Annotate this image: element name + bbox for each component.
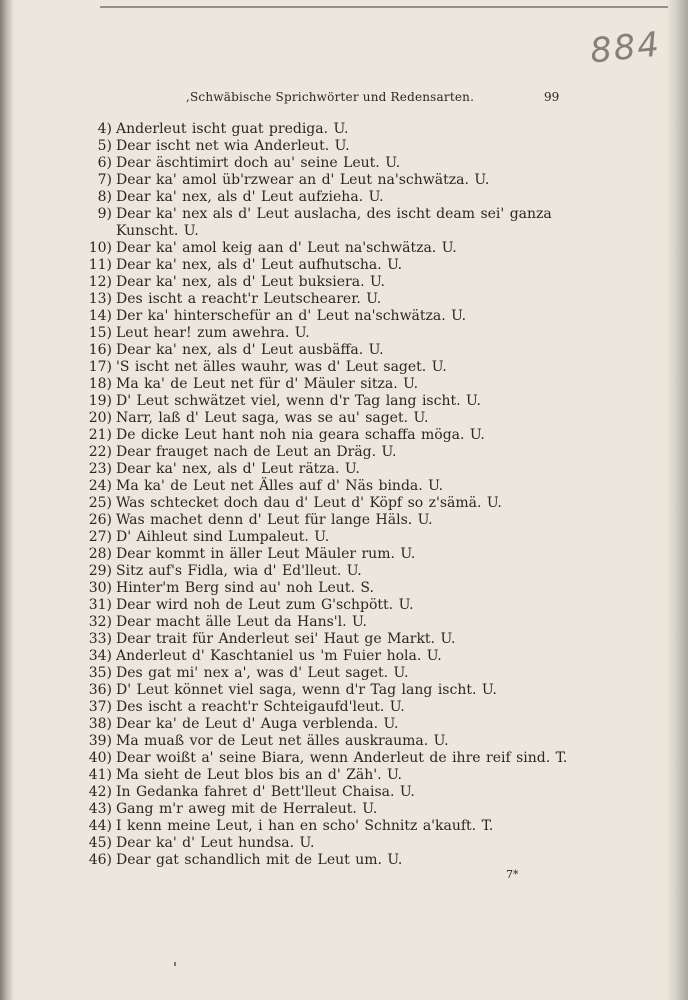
- proverb-number: 15): [88, 325, 112, 341]
- proverb-text: Des ischt a reacht'r Leutschearer. U.: [116, 291, 382, 307]
- proverb-number: 36): [88, 682, 112, 698]
- proverb-number: 18): [88, 376, 112, 392]
- proverb-text: Dear ka' nex als d' Leut auslacha, des ischt deam sei' ganza Kunscht. U.: [116, 206, 552, 239]
- proverb-number: 32): [88, 614, 112, 630]
- proverb-text: Dear ka' amol üb'rzwear an d' Leut na'schwätza. U.: [116, 172, 490, 188]
- proverb-text: Dear äschtimirt doch au' seine Leut. U.: [116, 155, 401, 171]
- proverb-text: Dear woißt a' seine Biara, wenn Anderleut de ihre reif sind. T.: [116, 750, 568, 766]
- proverb-entry: [70, 427, 590, 444]
- proverb-number: 39): [88, 733, 112, 749]
- proverb-number: 25): [88, 495, 112, 511]
- proverb-text: Ma ka' de Leut net Älles auf d' Näs binda. U.: [116, 478, 444, 494]
- proverb-number: 9): [97, 206, 112, 222]
- proverb-text: De dicke Leut hant noh nia geara schaffa möga. U.: [116, 427, 485, 443]
- proverb-entry: [70, 631, 590, 648]
- proverb-entry: [70, 682, 590, 699]
- proverb-entry: [70, 529, 590, 546]
- proverb-entry: [70, 359, 590, 376]
- proverb-entry: [70, 597, 590, 614]
- proverb-text: D' Leut könnet viel saga, wenn d'r Tag lang ischt. U.: [116, 682, 497, 698]
- proverb-entry: [70, 716, 590, 733]
- proverb-number: 34): [88, 648, 112, 664]
- proverb-number: 35): [88, 665, 112, 681]
- page-gutter-shadow: [0, 0, 14, 1000]
- proverb-number: 4): [97, 121, 112, 137]
- proverb-number: 6): [97, 155, 112, 171]
- proverb-number: 26): [88, 512, 112, 528]
- proverb-entry: [70, 852, 590, 869]
- proverb-number: 46): [88, 852, 112, 868]
- proverb-entry: [70, 546, 590, 563]
- proverb-number: 42): [88, 784, 112, 800]
- proverb-text: Dear ka' nex, als d' Leut buksiera. U.: [116, 274, 385, 290]
- proverb-entry: [70, 291, 590, 308]
- proverb-number: 7): [97, 172, 112, 188]
- proverb-number: 8): [97, 189, 112, 205]
- proverb-number: 21): [88, 427, 112, 443]
- proverb-text: Ma muaß vor de Leut net älles auskrauma. U.: [116, 733, 449, 749]
- proverb-entry: [70, 648, 590, 665]
- handwritten-page-mark: 884: [588, 24, 663, 72]
- proverb-entry: [70, 155, 590, 172]
- proverb-number: 16): [88, 342, 112, 358]
- proverb-number: 29): [88, 563, 112, 579]
- proverb-text: Dear ka' d' Leut hundsa. U.: [116, 835, 315, 851]
- proverb-entry: [70, 138, 590, 155]
- proverb-entry: [70, 580, 590, 597]
- proverb-entry: [70, 240, 590, 257]
- proverb-text: In Gedanka fahret d' Bett'lleut Chaisa. U.: [116, 784, 415, 800]
- proverb-entry: [70, 410, 590, 427]
- proverb-text: Was schtecket doch dau d' Leut d' Köpf so z'sämä. U.: [116, 495, 502, 511]
- proverb-entry: [70, 376, 590, 393]
- proverb-number: 31): [88, 597, 112, 613]
- proverb-number: 20): [88, 410, 112, 426]
- proverb-text: Dear ischt net wia Anderleut. U.: [116, 138, 350, 154]
- proverb-number: 27): [88, 529, 112, 545]
- proverb-number: 19): [88, 393, 112, 409]
- proverb-entry: [70, 512, 590, 529]
- proverb-entry: [70, 767, 590, 784]
- proverb-entry: [70, 444, 590, 461]
- proverb-number: 40): [88, 750, 112, 766]
- proverb-text: D' Aihleut sind Lumpaleut. U.: [116, 529, 330, 545]
- proverb-entry: [70, 614, 590, 631]
- proverb-text: Dear kommt in äller Leut Mäuler rum. U.: [116, 546, 416, 562]
- page-edge-shadow: [666, 0, 688, 1000]
- paper-speck: [174, 962, 176, 966]
- proverb-text: 'S ischt net älles wauhr, was d' Leut saget. U.: [116, 359, 447, 375]
- proverb-number: 23): [88, 461, 112, 477]
- proverb-text: Anderleut ischt guat prediga. U.: [116, 121, 349, 137]
- proverb-entry: [70, 801, 590, 818]
- proverb-text: Dear macht älle Leut da Hans'l. U.: [116, 614, 367, 630]
- proverb-number: 41): [88, 767, 112, 783]
- proverb-number: 22): [88, 444, 112, 460]
- proverb-number: 11): [88, 257, 112, 273]
- proverb-text: Dear ka' nex, als d' Leut ausbäffa. U.: [116, 342, 384, 358]
- proverb-entry: [70, 665, 590, 682]
- proverb-number: 33): [88, 631, 112, 647]
- proverb-number: 17): [88, 359, 112, 375]
- proverb-number: 24): [88, 478, 112, 494]
- proverb-text: Leut hear! zum awehra. U.: [116, 325, 310, 341]
- proverb-number: 30): [88, 580, 112, 596]
- proverb-text: Anderleut d' Kaschtaniel us 'm Fuier hola. U.: [116, 648, 442, 664]
- proverb-entry: [70, 393, 590, 410]
- proverb-entry: [70, 206, 590, 240]
- running-head: ,Schwäbische Sprichwörter und Redensarten.: [186, 90, 475, 104]
- proverb-text: Was machet denn d' Leut für lange Häls. U.: [116, 512, 433, 528]
- proverb-entry: [70, 750, 590, 767]
- proverb-text: Dear wird noh de Leut zum G'schpött. U.: [116, 597, 414, 613]
- proverb-entry: [70, 461, 590, 478]
- proverb-text: Der ka' hinterschefür an d' Leut na'schwätza. U.: [116, 308, 467, 324]
- proverb-number: 5): [97, 138, 112, 154]
- proverb-text: Des gat mi' nex a', was d' Leut saget. U.: [116, 665, 409, 681]
- proverb-text: Dear gat schandlich mit de Leut um. U.: [116, 852, 403, 868]
- proverb-text: Ma sieht de Leut blos bis an d' Zäh'. U.: [116, 767, 402, 783]
- proverb-text: Gang m'r aweg mit de Herraleut. U.: [116, 801, 378, 817]
- page-number: 99: [544, 90, 560, 104]
- proverb-text: Ma ka' de Leut net für d' Mäuler sitza. U.: [116, 376, 419, 392]
- proverb-entry: [70, 818, 590, 835]
- proverb-number: 38): [88, 716, 112, 732]
- proverb-entry: [70, 325, 590, 342]
- proverb-entry: [70, 308, 590, 325]
- proverb-text: I kenn meine Leut, i han en scho' Schnitz a'kauft. T.: [116, 818, 494, 834]
- proverb-text: Dear ka' nex, als d' Leut aufzieha. U.: [116, 189, 384, 205]
- proverb-number: 13): [88, 291, 112, 307]
- proverb-number: 14): [88, 308, 112, 324]
- top-edge-line: [100, 6, 668, 8]
- proverb-entry: [70, 189, 590, 206]
- proverb-text: Hinter'm Berg sind au' noh Leut. S.: [116, 580, 374, 596]
- proverb-text: Des ischt a reacht'r Schteigaufd'leut. U.: [116, 699, 405, 715]
- proverb-entry: [70, 733, 590, 750]
- proverb-text: Dear ka' nex, als d' Leut aufhutscha. U.: [116, 257, 403, 273]
- proverb-number: 10): [88, 240, 112, 256]
- proverb-entry: [70, 478, 590, 495]
- signature-mark: 7*: [506, 868, 519, 881]
- proverb-number: 43): [88, 801, 112, 817]
- proverb-number: 44): [88, 818, 112, 834]
- proverb-entry: [70, 274, 590, 291]
- proverb-list: [70, 121, 590, 869]
- proverb-entry: [70, 121, 590, 138]
- proverb-number: 45): [88, 835, 112, 851]
- proverb-entry: [70, 257, 590, 274]
- proverb-number: 12): [88, 274, 112, 290]
- proverb-number: 37): [88, 699, 112, 715]
- proverb-text: D' Leut schwätzet viel, wenn d'r Tag lang ischt. U.: [116, 393, 481, 409]
- proverb-text: Sitz auf's Fidla, wia d' Ed'lleut. U.: [116, 563, 362, 579]
- proverb-entry: [70, 784, 590, 801]
- proverb-text: Dear ka' amol keig aan d' Leut na'schwätza. U.: [116, 240, 457, 256]
- proverb-entry: [70, 699, 590, 716]
- proverb-entry: [70, 495, 590, 512]
- proverb-text: Dear trait für Anderleut sei' Haut ge Markt. U.: [116, 631, 456, 647]
- proverb-entry: [70, 342, 590, 359]
- proverb-entry: [70, 835, 590, 852]
- proverb-text: Dear ka' nex, als d' Leut rätza. U.: [116, 461, 360, 477]
- proverb-text: Dear ka' de Leut d' Auga verblenda. U.: [116, 716, 399, 732]
- proverb-entry: [70, 172, 590, 189]
- proverb-text: Narr, laß d' Leut saga, was se au' saget. U.: [116, 410, 429, 426]
- proverb-number: 28): [88, 546, 112, 562]
- proverb-entry: [70, 563, 590, 580]
- proverb-text: Dear frauget nach de Leut an Dräg. U.: [116, 444, 397, 460]
